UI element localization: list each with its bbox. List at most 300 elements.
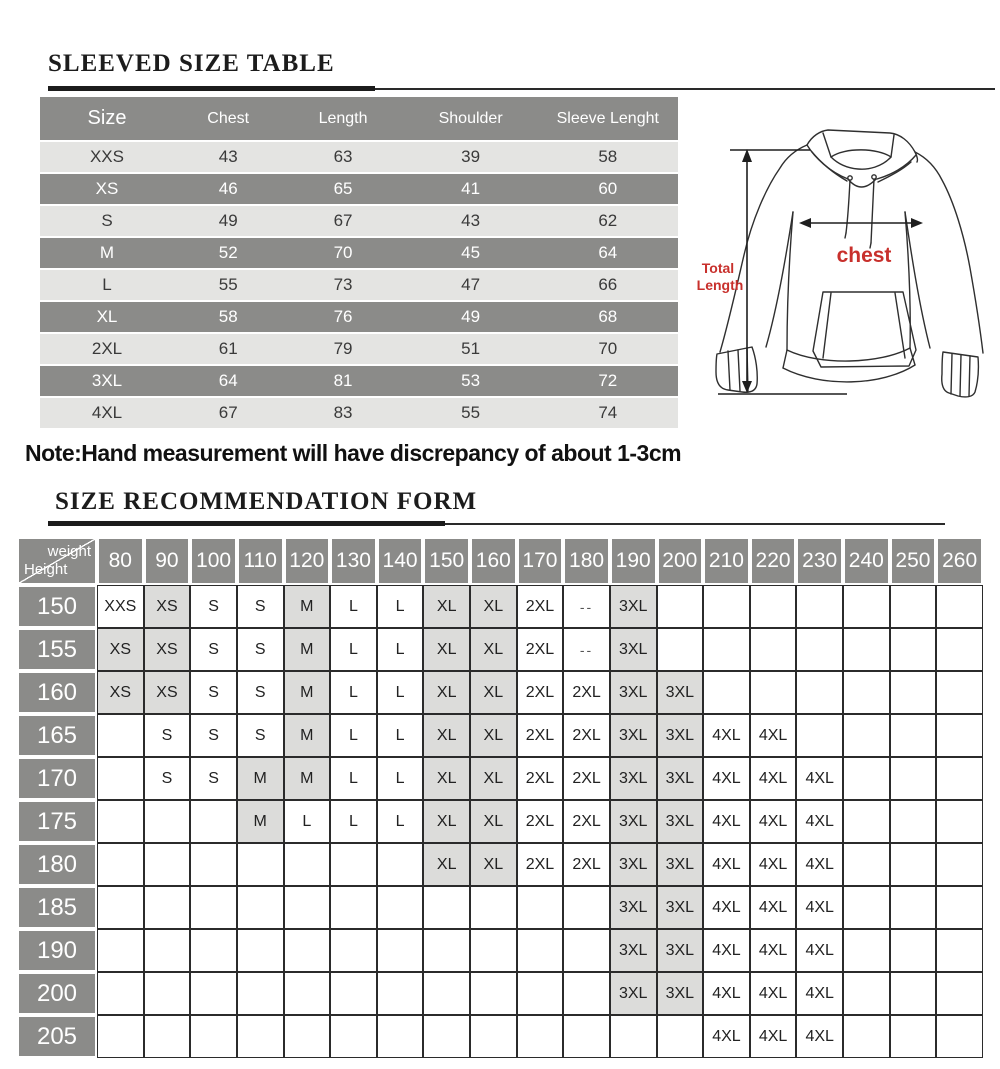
size-recommendation-cell: L	[284, 800, 331, 843]
weight-header-cell: 130	[330, 537, 377, 585]
measurement-cell: 41	[461, 179, 481, 198]
chest-arrow	[799, 218, 923, 228]
size-recommendation-cell: 4XL	[703, 929, 750, 972]
empty-cell	[703, 585, 750, 628]
size-recommendation-cell: 2XL	[563, 843, 610, 886]
measurement-cell: 55	[218, 275, 238, 294]
size-recommendation-cell: XS	[144, 585, 191, 628]
empty-cell	[144, 886, 191, 929]
size-recommendation-cell: 4XL	[796, 1015, 843, 1058]
empty-cell	[843, 671, 890, 714]
table-row	[40, 332, 678, 364]
empty-cell	[97, 972, 144, 1015]
weight-header-cell: 220	[750, 537, 797, 585]
empty-cell	[97, 757, 144, 800]
height-header-cell: 150	[17, 585, 97, 628]
size-recommendation-cell: XL	[423, 585, 470, 628]
empty-cell	[610, 1015, 657, 1058]
column-header: Shoulder	[438, 109, 503, 127]
size-recommendation-cell: 3XL	[610, 757, 657, 800]
size-recommendation-cell: M	[237, 757, 284, 800]
size-recommendation-cell: 4XL	[703, 714, 750, 757]
empty-cell	[423, 972, 470, 1015]
size-recommendation-cell: 2XL	[517, 585, 564, 628]
sleeved-size-table	[40, 97, 678, 428]
empty-cell	[796, 714, 843, 757]
size-recommendation-cell: S	[190, 757, 237, 800]
measurement-cell: 58	[218, 307, 238, 326]
size-label-cell: XL	[96, 307, 118, 326]
empty-cell	[423, 886, 470, 929]
empty-cell	[750, 628, 797, 671]
empty-cell	[470, 929, 517, 972]
title-underline-thin	[375, 88, 995, 90]
height-header-cell: 180	[17, 843, 97, 886]
size-recommendation-cell: --	[563, 585, 610, 628]
measurement-cell: 67	[218, 403, 238, 422]
measurement-cell: 61	[218, 339, 238, 358]
size-recommendation-cell: 4XL	[703, 886, 750, 929]
weight-header-cell: 170	[517, 537, 564, 585]
weight-header-cell: 80	[97, 537, 144, 585]
measurement-cell: 58	[598, 147, 618, 166]
empty-cell	[843, 886, 890, 929]
grid-row	[17, 1015, 983, 1058]
table-row	[40, 268, 678, 300]
grid-row	[17, 585, 983, 628]
empty-cell	[377, 972, 424, 1015]
corner-cell	[17, 537, 97, 585]
weight-header-cell: 230	[796, 537, 843, 585]
weight-header-cell: 210	[703, 537, 750, 585]
size-recommendation-cell: 2XL	[517, 800, 564, 843]
size-recommendation-cell: M	[284, 714, 331, 757]
table-header-row	[40, 97, 678, 140]
empty-cell	[190, 1015, 237, 1058]
size-recommendation-cell: XL	[423, 757, 470, 800]
measurement-cell: 74	[598, 403, 618, 422]
size-recommendation-cell: XL	[470, 843, 517, 886]
size-recommendation-cell: XL	[470, 800, 517, 843]
size-recommendation-cell: 2XL	[517, 714, 564, 757]
empty-cell	[703, 671, 750, 714]
total-length-label-line2: Length	[696, 277, 744, 293]
size-recommendation-cell: 3XL	[610, 628, 657, 671]
empty-cell	[890, 1015, 937, 1058]
empty-cell	[190, 843, 237, 886]
empty-cell	[470, 1015, 517, 1058]
size-recommendation-cell: M	[284, 757, 331, 800]
size-recommendation-cell: M	[284, 585, 331, 628]
measurement-cell: 68	[598, 307, 618, 326]
empty-cell	[843, 757, 890, 800]
size-recommendation-cell: 4XL	[796, 757, 843, 800]
empty-cell	[890, 800, 937, 843]
title2-underline-thin	[445, 523, 945, 525]
measurement-cell: 62	[598, 211, 618, 230]
size-recommendation-cell: 4XL	[750, 972, 797, 1015]
table-row	[40, 140, 678, 172]
weight-header-cell: 140	[377, 537, 424, 585]
measurement-cell: 70	[598, 339, 618, 358]
table-row	[40, 364, 678, 396]
size-recommendation-cell: 2XL	[517, 757, 564, 800]
empty-cell	[470, 886, 517, 929]
empty-cell	[936, 800, 983, 843]
size-recommendation-cell: M	[284, 628, 331, 671]
size-recommendation-cell: S	[144, 714, 191, 757]
size-recommendation-cell: XL	[423, 714, 470, 757]
measurement-cell: 60	[598, 179, 618, 198]
size-recommendation-cell: XXS	[97, 585, 144, 628]
measurement-cell: 79	[333, 339, 353, 358]
size-recommendation-cell: 3XL	[610, 671, 657, 714]
measurement-cell: 81	[333, 371, 353, 390]
grid-row	[17, 843, 983, 886]
size-recommendation-cell: XS	[144, 628, 191, 671]
empty-cell	[190, 800, 237, 843]
measurement-cell: 43	[461, 211, 481, 230]
size-recommendation-cell: 3XL	[610, 800, 657, 843]
size-recommendation-cell: 2XL	[563, 671, 610, 714]
empty-cell	[796, 671, 843, 714]
measurement-cell: 70	[333, 243, 353, 262]
size-recommendation-cell: 3XL	[657, 972, 704, 1015]
size-recommendation-cell: 4XL	[796, 843, 843, 886]
height-axis-label: Height	[24, 561, 68, 578]
grid-header-row	[17, 537, 983, 585]
size-recommendation-cell: 3XL	[657, 800, 704, 843]
size-recommendation-cell: L	[377, 757, 424, 800]
size-recommendation-cell: 4XL	[750, 1015, 797, 1058]
size-recommendation-cell: 3XL	[610, 714, 657, 757]
size-recommendation-cell: 4XL	[796, 886, 843, 929]
empty-cell	[563, 929, 610, 972]
grid-row	[17, 800, 983, 843]
weight-header-cell: 120	[284, 537, 331, 585]
size-recommendation-cell: L	[330, 671, 377, 714]
measurement-cell: 83	[333, 403, 353, 422]
size-recommendation-cell: 2XL	[563, 800, 610, 843]
size-recommendation-cell: 4XL	[703, 972, 750, 1015]
size-recommendation-cell: XL	[470, 671, 517, 714]
empty-cell	[563, 886, 610, 929]
size-recommendation-cell: 3XL	[610, 929, 657, 972]
title-underline-thick	[48, 86, 375, 91]
weight-header-cell: 160	[470, 537, 517, 585]
empty-cell	[284, 929, 331, 972]
empty-cell	[237, 929, 284, 972]
size-recommendation-cell: S	[190, 671, 237, 714]
empty-cell	[563, 972, 610, 1015]
title2-underline-thick	[48, 521, 445, 526]
measurement-cell: 46	[218, 179, 238, 198]
grid-row	[17, 757, 983, 800]
size-recommendation-cell: XL	[470, 628, 517, 671]
size-label-cell: M	[99, 243, 115, 262]
size-recommendation-cell: 4XL	[750, 929, 797, 972]
size-label-cell: S	[101, 211, 113, 230]
size-label-cell: 2XL	[91, 339, 123, 358]
measurement-cell: 64	[598, 243, 618, 262]
size-recommendation-cell: 3XL	[657, 714, 704, 757]
grid-row	[17, 714, 983, 757]
measurement-cell: 45	[461, 243, 481, 262]
size-recommendation-cell: M	[237, 800, 284, 843]
empty-cell	[144, 800, 191, 843]
weight-header-cell: 90	[144, 537, 191, 585]
size-recommendation-cell: S	[237, 671, 284, 714]
empty-cell	[843, 972, 890, 1015]
empty-cell	[936, 886, 983, 929]
measurement-cell: 43	[218, 147, 238, 166]
empty-cell	[237, 843, 284, 886]
empty-cell	[97, 886, 144, 929]
size-recommendation-cell: XS	[97, 628, 144, 671]
size-recommendation-cell: L	[377, 714, 424, 757]
empty-cell	[97, 714, 144, 757]
size-recommendation-cell: XL	[470, 714, 517, 757]
size-recommendation-cell: 3XL	[610, 972, 657, 1015]
empty-cell	[97, 800, 144, 843]
measurement-cell: 52	[218, 243, 238, 262]
empty-cell	[517, 929, 564, 972]
size-recommendation-cell: 4XL	[750, 843, 797, 886]
empty-cell	[330, 843, 377, 886]
empty-cell	[563, 1015, 610, 1058]
empty-cell	[936, 671, 983, 714]
table-row	[40, 396, 678, 428]
empty-cell	[330, 1015, 377, 1058]
empty-cell	[843, 929, 890, 972]
size-recommendation-cell: 2XL	[517, 671, 564, 714]
weight-header-cell: 190	[610, 537, 657, 585]
size-recommendation-cell: S	[190, 585, 237, 628]
empty-cell	[843, 585, 890, 628]
size-recommendation-cell: XL	[423, 628, 470, 671]
empty-cell	[377, 1015, 424, 1058]
grid-row	[17, 972, 983, 1015]
empty-cell	[657, 628, 704, 671]
measurement-cell: 63	[333, 147, 353, 166]
size-recommendation-cell: 4XL	[750, 800, 797, 843]
measurement-cell: 47	[461, 275, 481, 294]
empty-cell	[517, 972, 564, 1015]
size-recommendation-cell: XS	[144, 671, 191, 714]
size-recommendation-cell: S	[190, 628, 237, 671]
weight-header-cell: 240	[843, 537, 890, 585]
empty-cell	[936, 972, 983, 1015]
empty-cell	[330, 929, 377, 972]
empty-cell	[377, 929, 424, 972]
size-recommendation-cell: XL	[470, 585, 517, 628]
size-recommendation-cell: 3XL	[610, 585, 657, 628]
height-header-cell: 155	[17, 628, 97, 671]
grid-row	[17, 628, 983, 671]
height-header-cell: 160	[17, 671, 97, 714]
weight-header-cell: 250	[890, 537, 937, 585]
size-recommendation-cell: L	[377, 585, 424, 628]
measurement-cell: 64	[218, 371, 238, 390]
empty-cell	[890, 671, 937, 714]
measurement-cell: 66	[598, 275, 618, 294]
empty-cell	[377, 843, 424, 886]
empty-cell	[144, 1015, 191, 1058]
measurement-cell: 72	[598, 371, 618, 390]
empty-cell	[144, 972, 191, 1015]
empty-cell	[190, 929, 237, 972]
table-row	[40, 236, 678, 268]
empty-cell	[936, 714, 983, 757]
size-recommendation-cell: 4XL	[703, 843, 750, 886]
size-label-cell: 3XL	[91, 371, 123, 390]
size-label-cell: L	[102, 275, 112, 294]
empty-cell	[890, 585, 937, 628]
size-recommendation-cell: XS	[97, 671, 144, 714]
size-label-cell: XXS	[89, 147, 124, 166]
total-length-label-line1: Total	[701, 260, 735, 276]
size-recommendation-cell: S	[237, 628, 284, 671]
empty-cell	[517, 886, 564, 929]
height-header-cell: 205	[17, 1015, 97, 1058]
empty-cell	[517, 1015, 564, 1058]
size-recommendation-cell: 4XL	[703, 1015, 750, 1058]
empty-cell	[237, 1015, 284, 1058]
weight-header-cell: 110	[237, 537, 284, 585]
size-recommendation-cell: --	[563, 628, 610, 671]
empty-cell	[936, 1015, 983, 1058]
empty-cell	[890, 929, 937, 972]
measurement-cell: 49	[461, 307, 481, 326]
column-header: Sleeve Lenght	[556, 109, 659, 127]
grid-row	[17, 671, 983, 714]
empty-cell	[796, 585, 843, 628]
size-recommendation-cell: L	[377, 671, 424, 714]
empty-cell	[843, 800, 890, 843]
empty-cell	[423, 929, 470, 972]
empty-cell	[330, 972, 377, 1015]
empty-cell	[890, 972, 937, 1015]
weight-header-cell: 260	[936, 537, 983, 585]
measurement-cell: 53	[461, 371, 481, 390]
empty-cell	[890, 714, 937, 757]
column-header: Length	[318, 109, 368, 127]
size-recommendation-cell: 3XL	[610, 843, 657, 886]
size-recommendation-cell: XL	[423, 843, 470, 886]
size-recommendation-cell: 2XL	[517, 843, 564, 886]
size-recommendation-cell: 3XL	[610, 886, 657, 929]
empty-cell	[190, 972, 237, 1015]
size-recommendation-cell: XL	[423, 800, 470, 843]
empty-cell	[843, 628, 890, 671]
measurement-note: Note:Hand measurement will have discrepancy of about 1-3cm	[25, 440, 682, 466]
size-recommendation-cell: 2XL	[563, 714, 610, 757]
weight-header-cell: 200	[657, 537, 704, 585]
height-header-cell: 200	[17, 972, 97, 1015]
height-header-cell: 185	[17, 886, 97, 929]
empty-cell	[284, 886, 331, 929]
weight-header-cell: 150	[423, 537, 470, 585]
size-recommendation-cell: 4XL	[796, 972, 843, 1015]
measurement-cell: 39	[461, 147, 481, 166]
size-recommendation-cell: L	[330, 628, 377, 671]
empty-cell	[890, 843, 937, 886]
size-label-cell: XS	[95, 179, 119, 198]
empty-cell	[284, 972, 331, 1015]
size-recommendation-cell: 4XL	[796, 929, 843, 972]
size-recommendation-cell: S	[237, 714, 284, 757]
grid-row	[17, 886, 983, 929]
measurement-cell: 55	[461, 403, 481, 422]
column-header: Chest	[207, 109, 250, 127]
height-header-cell: 175	[17, 800, 97, 843]
size-recommendation-cell: 4XL	[750, 757, 797, 800]
chest-label: chest	[836, 244, 892, 267]
empty-cell	[703, 628, 750, 671]
empty-cell	[843, 714, 890, 757]
empty-cell	[657, 1015, 704, 1058]
measurement-cell: 51	[461, 339, 481, 358]
size-recommendation-cell: XL	[470, 757, 517, 800]
size-recommendation-cell: XL	[423, 671, 470, 714]
empty-cell	[330, 886, 377, 929]
size-recommendation-cell: L	[377, 628, 424, 671]
size-recommendation-cell: 3XL	[657, 886, 704, 929]
empty-cell	[657, 585, 704, 628]
empty-cell	[144, 843, 191, 886]
empty-cell	[97, 843, 144, 886]
empty-cell	[796, 628, 843, 671]
measurement-cell: 73	[333, 275, 353, 294]
size-recommendation-cell: 3XL	[657, 671, 704, 714]
empty-cell	[97, 1015, 144, 1058]
empty-cell	[750, 671, 797, 714]
empty-cell	[843, 843, 890, 886]
empty-cell	[237, 886, 284, 929]
size-recommendation-cell: M	[284, 671, 331, 714]
table-row	[40, 204, 678, 236]
size-recommendation-cell: 4XL	[703, 757, 750, 800]
weight-axis-label: weight	[47, 543, 91, 560]
size-recommendation-cell: L	[330, 757, 377, 800]
empty-cell	[144, 929, 191, 972]
measurement-cell: 67	[333, 211, 353, 230]
size-grid-table	[17, 537, 983, 1058]
measurement-cell: 65	[333, 179, 353, 198]
weight-header-cell: 180	[563, 537, 610, 585]
grid-row	[17, 929, 983, 972]
empty-cell	[936, 585, 983, 628]
size-recommendation-cell: L	[330, 800, 377, 843]
size-label-cell: 4XL	[91, 403, 123, 422]
empty-cell	[843, 1015, 890, 1058]
empty-cell	[190, 886, 237, 929]
hoodie-diagram	[690, 100, 1000, 420]
table-row	[40, 300, 678, 332]
measurement-cell: 76	[333, 307, 353, 326]
empty-cell	[936, 757, 983, 800]
empty-cell	[284, 843, 331, 886]
size-recommendation-cell: L	[377, 800, 424, 843]
empty-cell	[936, 628, 983, 671]
empty-cell	[237, 972, 284, 1015]
empty-cell	[890, 628, 937, 671]
empty-cell	[377, 886, 424, 929]
empty-cell	[890, 886, 937, 929]
empty-cell	[284, 1015, 331, 1058]
column-header: Size	[87, 107, 127, 129]
size-recommendation-cell: 3XL	[657, 843, 704, 886]
